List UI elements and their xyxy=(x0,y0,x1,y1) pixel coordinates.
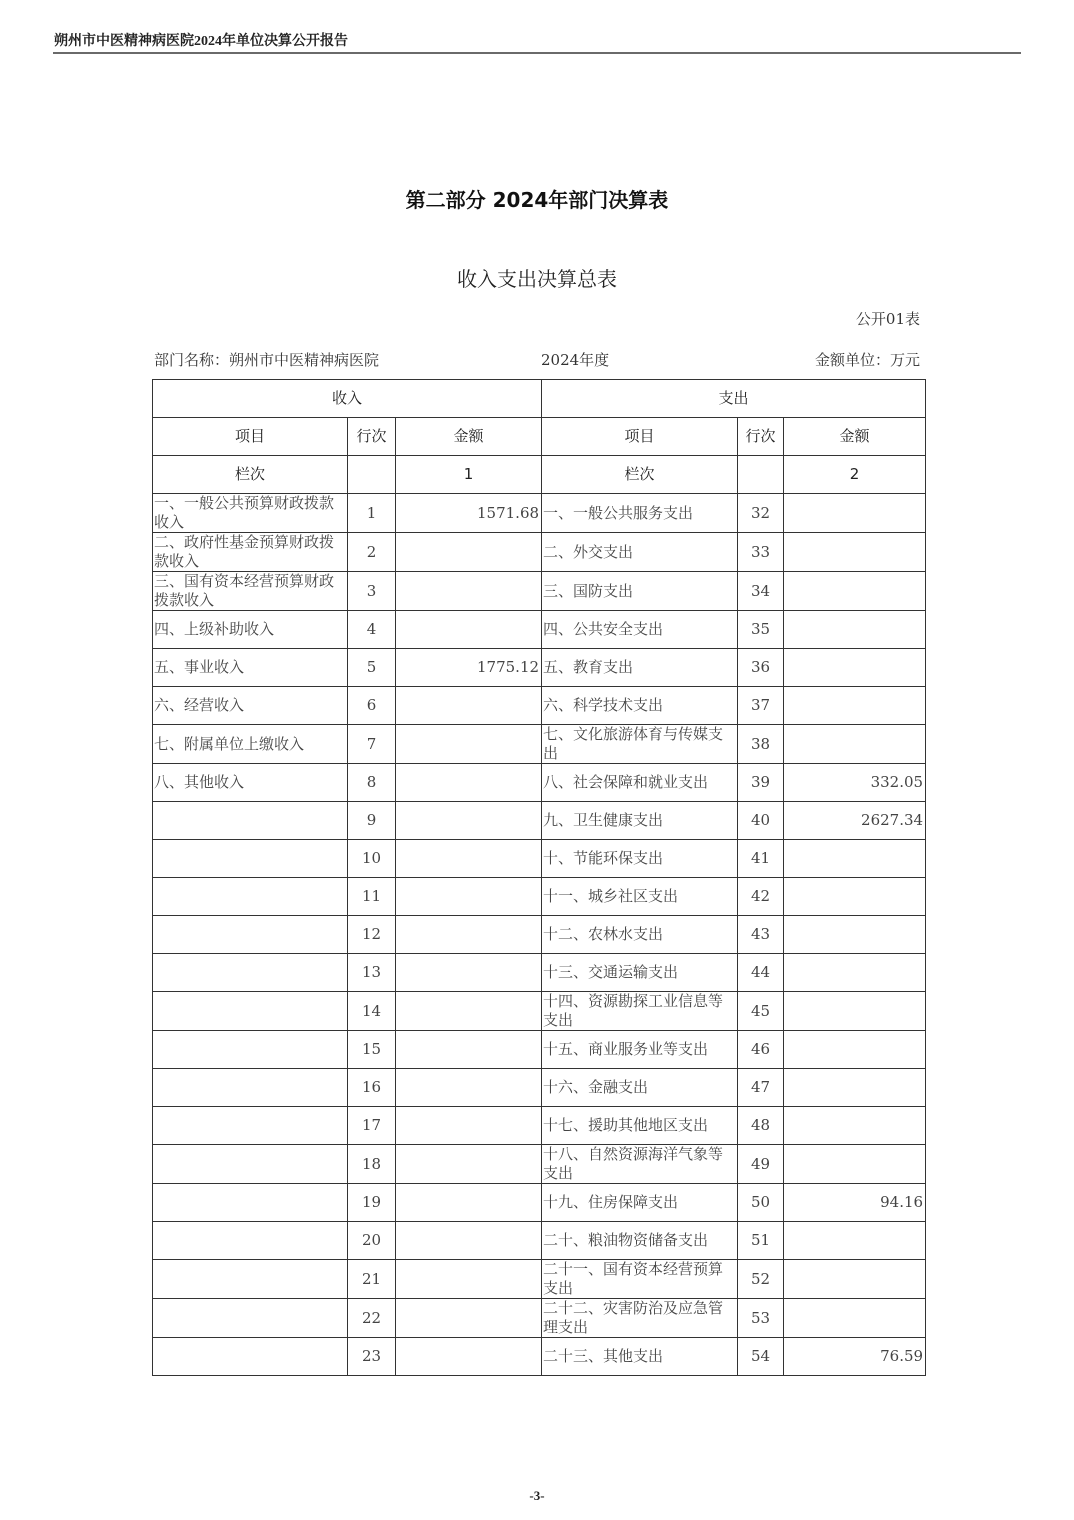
income-item-cell xyxy=(153,840,348,878)
income-row-number: 12 xyxy=(348,916,396,954)
table-row xyxy=(153,1184,926,1222)
income-amount-cell xyxy=(396,1184,542,1222)
income-amount-header: 金额 xyxy=(396,418,542,456)
expense-amount-cell: 2627.34 xyxy=(784,802,926,840)
expense-item-cell: 十七、援助其他地区支出 xyxy=(542,1107,738,1145)
income-row-number: 5 xyxy=(348,649,396,687)
expense-row-number: 53 xyxy=(738,1299,784,1338)
expense-row-number: 32 xyxy=(738,494,784,533)
income-item-cell xyxy=(153,1260,348,1299)
income-amount-cell xyxy=(396,1338,542,1376)
expense-item-cell: 一、一般公共服务支出 xyxy=(542,494,738,533)
expense-amount-cell xyxy=(784,611,926,649)
table-row xyxy=(153,954,926,992)
income-amount-cell xyxy=(396,1145,542,1184)
income-row-number: 4 xyxy=(348,611,396,649)
expense-item-cell: 十一、城乡社区支出 xyxy=(542,878,738,916)
income-row-number: 14 xyxy=(348,992,396,1031)
income-row-number: 1 xyxy=(348,494,396,533)
expense-row-number: 50 xyxy=(738,1184,784,1222)
expense-amount-cell xyxy=(784,878,926,916)
income-amount-cell: 1775.12 xyxy=(396,649,542,687)
expense-amount-cell xyxy=(784,840,926,878)
income-amount-cell xyxy=(396,916,542,954)
expense-item-cell: 二十二、灾害防治及应急管理支出 xyxy=(542,1299,738,1338)
expense-index-col: 2 xyxy=(784,456,926,494)
income-item-cell xyxy=(153,1299,348,1338)
expense-item-cell: 十二、农林水支出 xyxy=(542,916,738,954)
expense-amount-cell: 94.16 xyxy=(784,1184,926,1222)
expense-item-cell: 十四、资源勘探工业信息等支出 xyxy=(542,992,738,1031)
income-row-number: 18 xyxy=(348,1145,396,1184)
table-row xyxy=(153,725,926,764)
expense-amount-cell: 332.05 xyxy=(784,764,926,802)
income-amount-cell xyxy=(396,954,542,992)
expense-row-number: 43 xyxy=(738,916,784,954)
income-item-cell: 五、事业收入 xyxy=(153,649,348,687)
expense-amount-cell xyxy=(784,1222,926,1260)
column-index-row xyxy=(153,456,926,494)
expense-row-number: 34 xyxy=(738,572,784,611)
table-row xyxy=(153,1031,926,1069)
table-row xyxy=(153,1145,926,1184)
expense-item-cell: 七、文化旅游体育与传媒支出 xyxy=(542,725,738,764)
table-row xyxy=(153,494,926,533)
expense-amount-cell xyxy=(784,533,926,572)
expense-amount-cell xyxy=(784,687,926,725)
income-row-number: 21 xyxy=(348,1260,396,1299)
expense-item-cell: 五、教育支出 xyxy=(542,649,738,687)
expense-index-empty xyxy=(738,456,784,494)
expense-amount-cell xyxy=(784,1069,926,1107)
table-row xyxy=(153,687,926,725)
table-row xyxy=(153,572,926,611)
income-item-cell xyxy=(153,1338,348,1376)
income-item-cell: 六、经营收入 xyxy=(153,687,348,725)
expense-amount-cell xyxy=(784,916,926,954)
expense-item-cell: 十五、商业服务业等支出 xyxy=(542,1031,738,1069)
expense-item-cell: 九、卫生健康支出 xyxy=(542,802,738,840)
income-amount-cell xyxy=(396,533,542,572)
income-item-header: 项目 xyxy=(153,418,348,456)
expense-item-cell: 六、科学技术支出 xyxy=(542,687,738,725)
expense-row-number: 35 xyxy=(738,611,784,649)
income-item-cell: 二、政府性基金预算财政拨款收入 xyxy=(153,533,348,572)
income-row-number: 2 xyxy=(348,533,396,572)
expense-row-number: 51 xyxy=(738,1222,784,1260)
income-amount-cell xyxy=(396,1107,542,1145)
expense-amount-cell xyxy=(784,494,926,533)
income-row-number: 13 xyxy=(348,954,396,992)
income-amount-cell xyxy=(396,687,542,725)
group-header-row xyxy=(153,380,926,418)
expense-item-cell: 三、国防支出 xyxy=(542,572,738,611)
expense-amount-header: 金额 xyxy=(784,418,926,456)
expense-amount-cell xyxy=(784,725,926,764)
expense-item-cell: 八、社会保障和就业支出 xyxy=(542,764,738,802)
expense-row-number: 54 xyxy=(738,1338,784,1376)
expense-row-number: 49 xyxy=(738,1145,784,1184)
table-row xyxy=(153,1069,926,1107)
income-row-number: 16 xyxy=(348,1069,396,1107)
expense-item-cell: 二十一、国有资本经营预算支出 xyxy=(542,1260,738,1299)
expense-item-cell: 二、外交支出 xyxy=(542,533,738,572)
income-index-col: 1 xyxy=(396,456,542,494)
income-row-number: 19 xyxy=(348,1184,396,1222)
table-row xyxy=(153,533,926,572)
income-row-number: 17 xyxy=(348,1107,396,1145)
table-row xyxy=(153,916,926,954)
amount-unit: 金额单位：万元 xyxy=(814,351,920,369)
fiscal-year: 2024年度 xyxy=(541,351,610,369)
income-amount-cell xyxy=(396,840,542,878)
income-row-number: 23 xyxy=(348,1338,396,1376)
form-code: 公开01表 xyxy=(855,310,920,328)
table-row xyxy=(153,1107,926,1145)
table-title: 收入支出决算总表 xyxy=(457,267,617,291)
expense-amount-cell: 76.59 xyxy=(784,1338,926,1376)
table-row xyxy=(153,611,926,649)
income-item-cell xyxy=(153,1145,348,1184)
income-group-header: 收入 xyxy=(153,380,542,418)
table-row xyxy=(153,764,926,802)
income-item-cell xyxy=(153,802,348,840)
income-row-number: 8 xyxy=(348,764,396,802)
expense-amount-cell xyxy=(784,1260,926,1299)
expense-amount-cell xyxy=(784,954,926,992)
expense-amount-cell xyxy=(784,1031,926,1069)
income-item-cell xyxy=(153,916,348,954)
table-row xyxy=(153,1299,926,1338)
income-amount-cell xyxy=(396,1299,542,1338)
income-item-cell: 八、其他收入 xyxy=(153,764,348,802)
expense-item-cell: 十三、交通运输支出 xyxy=(542,954,738,992)
income-item-cell xyxy=(153,1031,348,1069)
expense-row-number: 36 xyxy=(738,649,784,687)
income-row-number: 10 xyxy=(348,840,396,878)
expense-row-number: 46 xyxy=(738,1031,784,1069)
income-amount-cell xyxy=(396,1260,542,1299)
expense-row-number: 37 xyxy=(738,687,784,725)
expense-amount-cell xyxy=(784,992,926,1031)
table-row xyxy=(153,840,926,878)
expense-amount-cell xyxy=(784,1107,926,1145)
table-row xyxy=(153,1222,926,1260)
income-amount-cell xyxy=(396,611,542,649)
expense-item-cell: 十九、住房保障支出 xyxy=(542,1184,738,1222)
department-name: 部门名称：朔州市中医精神病医院 xyxy=(154,351,380,369)
income-amount-cell: 1571.68 xyxy=(396,494,542,533)
income-amount-cell xyxy=(396,802,542,840)
expense-row-number: 33 xyxy=(738,533,784,572)
income-amount-cell xyxy=(396,572,542,611)
expense-row-header: 行次 xyxy=(738,418,784,456)
income-amount-cell xyxy=(396,992,542,1031)
table-row xyxy=(153,802,926,840)
income-amount-cell xyxy=(396,1031,542,1069)
income-amount-cell xyxy=(396,725,542,764)
expense-item-header: 项目 xyxy=(542,418,738,456)
table-row xyxy=(153,649,926,687)
report-header-title: 朔州市中医精神病医院2024年单位决算公开报告 xyxy=(54,34,348,49)
expense-row-number: 42 xyxy=(738,878,784,916)
expense-item-cell: 十八、自然资源海洋气象等支出 xyxy=(542,1145,738,1184)
income-index-empty xyxy=(348,456,396,494)
income-item-cell xyxy=(153,1069,348,1107)
expense-row-number: 38 xyxy=(738,725,784,764)
income-amount-cell xyxy=(396,1222,542,1260)
income-item-cell: 三、国有资本经营预算财政拨款收入 xyxy=(153,572,348,611)
income-amount-cell xyxy=(396,1069,542,1107)
expense-row-number: 52 xyxy=(738,1260,784,1299)
table-row xyxy=(153,878,926,916)
income-amount-cell xyxy=(396,764,542,802)
expense-group-header: 支出 xyxy=(542,380,926,418)
page-number: -3- xyxy=(529,1488,545,1503)
expense-row-number: 48 xyxy=(738,1107,784,1145)
income-item-cell xyxy=(153,1107,348,1145)
column-header-row xyxy=(153,418,926,456)
expense-row-number: 44 xyxy=(738,954,784,992)
income-row-number: 7 xyxy=(348,725,396,764)
income-item-cell xyxy=(153,1184,348,1222)
table-row xyxy=(153,1338,926,1376)
expense-amount-cell xyxy=(784,572,926,611)
expense-row-number: 39 xyxy=(738,764,784,802)
income-row-number: 11 xyxy=(348,878,396,916)
table-row xyxy=(153,1260,926,1299)
expense-row-number: 40 xyxy=(738,802,784,840)
expense-item-cell: 二十、粮油物资储备支出 xyxy=(542,1222,738,1260)
income-item-cell: 七、附属单位上缴收入 xyxy=(153,725,348,764)
expense-item-cell: 十、节能环保支出 xyxy=(542,840,738,878)
income-item-cell xyxy=(153,992,348,1031)
income-row-number: 20 xyxy=(348,1222,396,1260)
expense-amount-cell xyxy=(784,649,926,687)
income-expense-table xyxy=(152,379,926,1376)
income-row-number: 9 xyxy=(348,802,396,840)
income-row-number: 6 xyxy=(348,687,396,725)
part-title: 第二部分 2024年部门决算表 xyxy=(405,188,669,212)
expense-amount-cell xyxy=(784,1145,926,1184)
income-amount-cell xyxy=(396,878,542,916)
income-row-header: 行次 xyxy=(348,418,396,456)
expense-index-label: 栏次 xyxy=(542,456,738,494)
expense-item-cell: 二十三、其他支出 xyxy=(542,1338,738,1376)
income-item-cell: 一、一般公共预算财政拨款收入 xyxy=(153,494,348,533)
table-row xyxy=(153,992,926,1031)
income-item-cell xyxy=(153,878,348,916)
header-divider xyxy=(53,52,1021,54)
expense-amount-cell xyxy=(784,1299,926,1338)
expense-row-number: 47 xyxy=(738,1069,784,1107)
income-row-number: 22 xyxy=(348,1299,396,1338)
expense-item-cell: 四、公共安全支出 xyxy=(542,611,738,649)
income-item-cell xyxy=(153,1222,348,1260)
expense-item-cell: 十六、金融支出 xyxy=(542,1069,738,1107)
income-index-label: 栏次 xyxy=(153,456,348,494)
expense-row-number: 41 xyxy=(738,840,784,878)
expense-row-number: 45 xyxy=(738,992,784,1031)
income-row-number: 3 xyxy=(348,572,396,611)
income-row-number: 15 xyxy=(348,1031,396,1069)
income-item-cell xyxy=(153,954,348,992)
income-item-cell: 四、上级补助收入 xyxy=(153,611,348,649)
